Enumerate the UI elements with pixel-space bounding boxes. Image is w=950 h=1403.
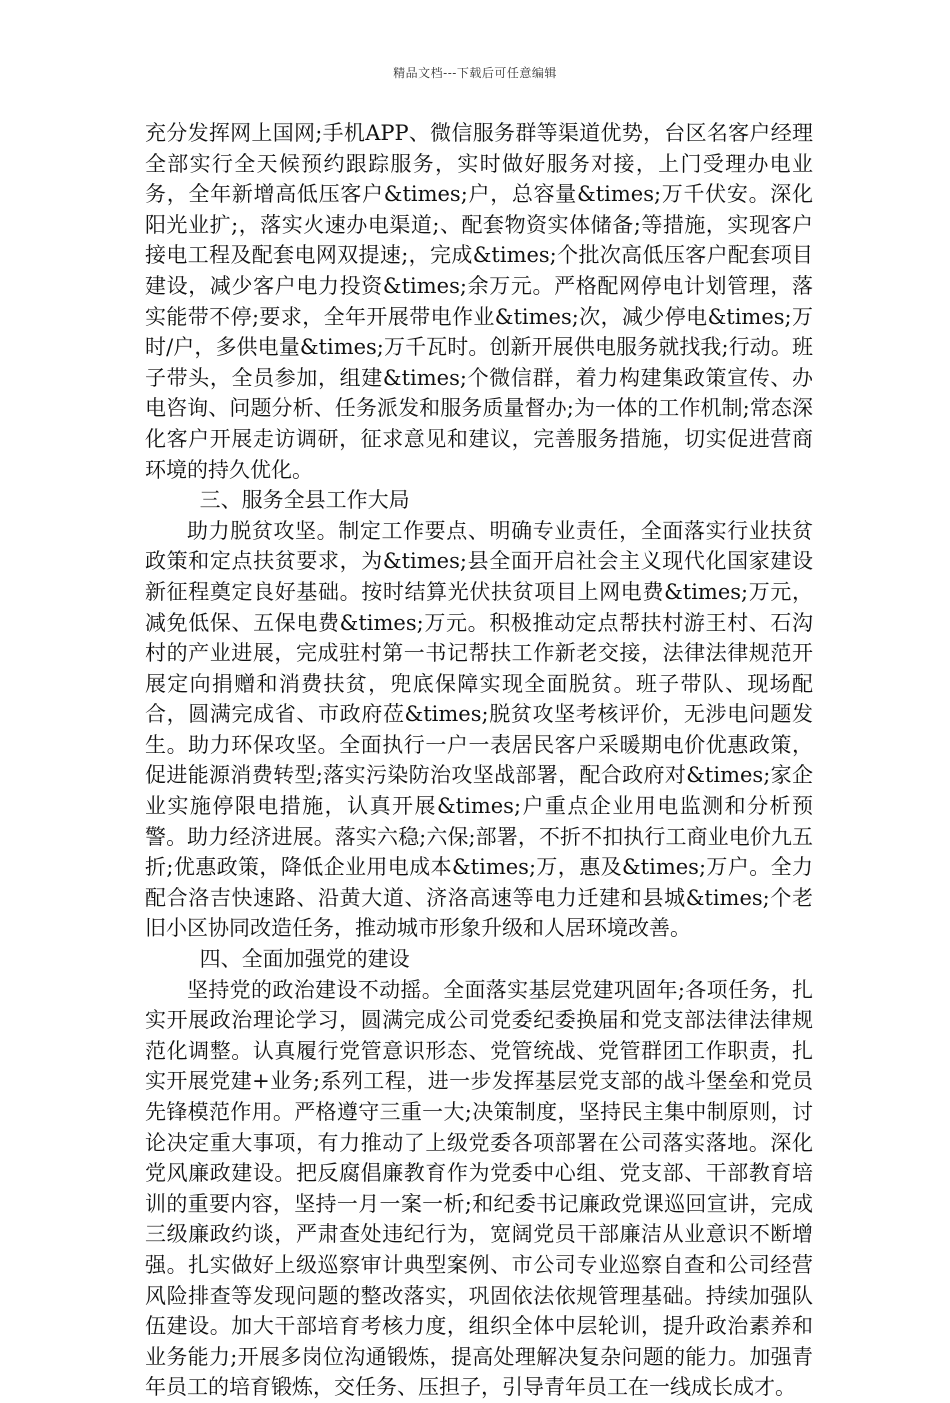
paragraph-county-work: 助力脱贫攻坚。制定工作要点、明确专业责任，全面落实行业扶贫政策和定点扶贫要求，为&times;县全面开启社会主义现代化国家建设新征程奠定良好基础。按时结算光伏扶贫项目上网电费&times;万元，减免低保、五保电费&times;万元。积极推动定点帮扶村游王村、石沟村的产业进展，完成驻村第一书记帮扶工作新老交接，法律法律规范开展定向捐赠和消费扶贫，兜底保障实现全面脱贫。班子带队、现场配合，圆满完成省、市政府莅&times;脱贫攻坚考核评价，无涉电问题发生。助力环保攻坚。全面执行一户一表居民客户采暖期电价优惠政策，促进能源消费转型;落实污染防治攻坚战部署，配合政府对&times;家企业实施停限电措施，认真开展&times;户重点企业用电监测和分析预警。助力经济进展。落实六稳;六保;部署，不折不扣执行工商业电价九五折;优惠政策，降低企业用电成本&times;万，惠及&times;万户。全力配合洛吉快速路、沿黄大道、济洛高速等电力迁建和县城&times;个老旧小区协同改造任务，推动城市形象升级和人居环境改善。 [145, 518, 813, 941]
page-header: 精品文档---下载后可任意编辑 [393, 66, 557, 80]
paragraph-party-building: 坚持党的政治建设不动摇。全面落实基层党建巩固年;各项任务，扎实开展政治理论学习，圆满完成公司党委纪委换届和党支部法律法律规范化调整。认真履行党管意识形态、党管统战、党管群团工作职责，扎实开展党建+业务;系列工程，进一步发挥基层党支部的战斗堡垒和党员先锋模范作用。严格遵守三重一大;决策制度，坚持民主集中制原则，讨论决定重大事项，有力推动了上级党委各项部署在公司落实落地。深化党风廉政建设。把反腐倡廉教育作为党委中心组、党支部、干部教育培训的重要内容，坚持一月一案一析;和纪委书记廉政党课巡回宣讲，完成三级廉政约谈，严肃查处违纪行为，宽阔党员干部廉洁从业意识不断增强。扎实做好上级巡察审计典型案例、市公司专业巡察自查和公司经营风险排查等发现问题的整改落实，巩固依法依规管理基础。持续加强队伍建设。加大干部培育考核力度，组织全体中层轮训，提升政治素养和业务能力;开展多岗位沟通锻炼，提高处理解决复杂问题的能力。加强青年员工的培育锻炼，交任务、压担子，引导青年员工在一线成长成才。 [145, 977, 813, 1400]
paragraph-service: 充分发挥网上国网;手机APP、微信服务群等渠道优势，台区名客户经理全部实行全天候预约跟踪服务，实时做好服务对接，上门受理办电业务，全年新增高低压客户&times;户，总容量&times;万千伏安。深化阳光业扩;，落实火速办电渠道;、配套物资实体储备;等措施，实现客户接电工程及配套电网双提速;，完成&times;个批次高低压客户配套项目建设，减少客户电力投资&times;余万元。严格配网停电计划管理，落实能带不停;要求，全年开展带电作业&times;次，减少停电&times;万时/户，多供电量&times;万千瓦时。创新开展供电服务就找我;行动。班子带头，全员参加，组建&times;个微信群，着力构建集政策宣传、办电咨询、问题分析、任务派发和服务质量督办;为一体的工作机制;常态深化客户开展走访调研，征求意见和建议，完善服务措施，切实促进营商环境的持久优化。 [145, 121, 813, 482]
section-heading-4: 四、全面加强党的建设 [199, 947, 410, 972]
document-body [145, 118, 813, 1403]
section-heading-3: 三、服务全县工作大局 [199, 488, 410, 513]
